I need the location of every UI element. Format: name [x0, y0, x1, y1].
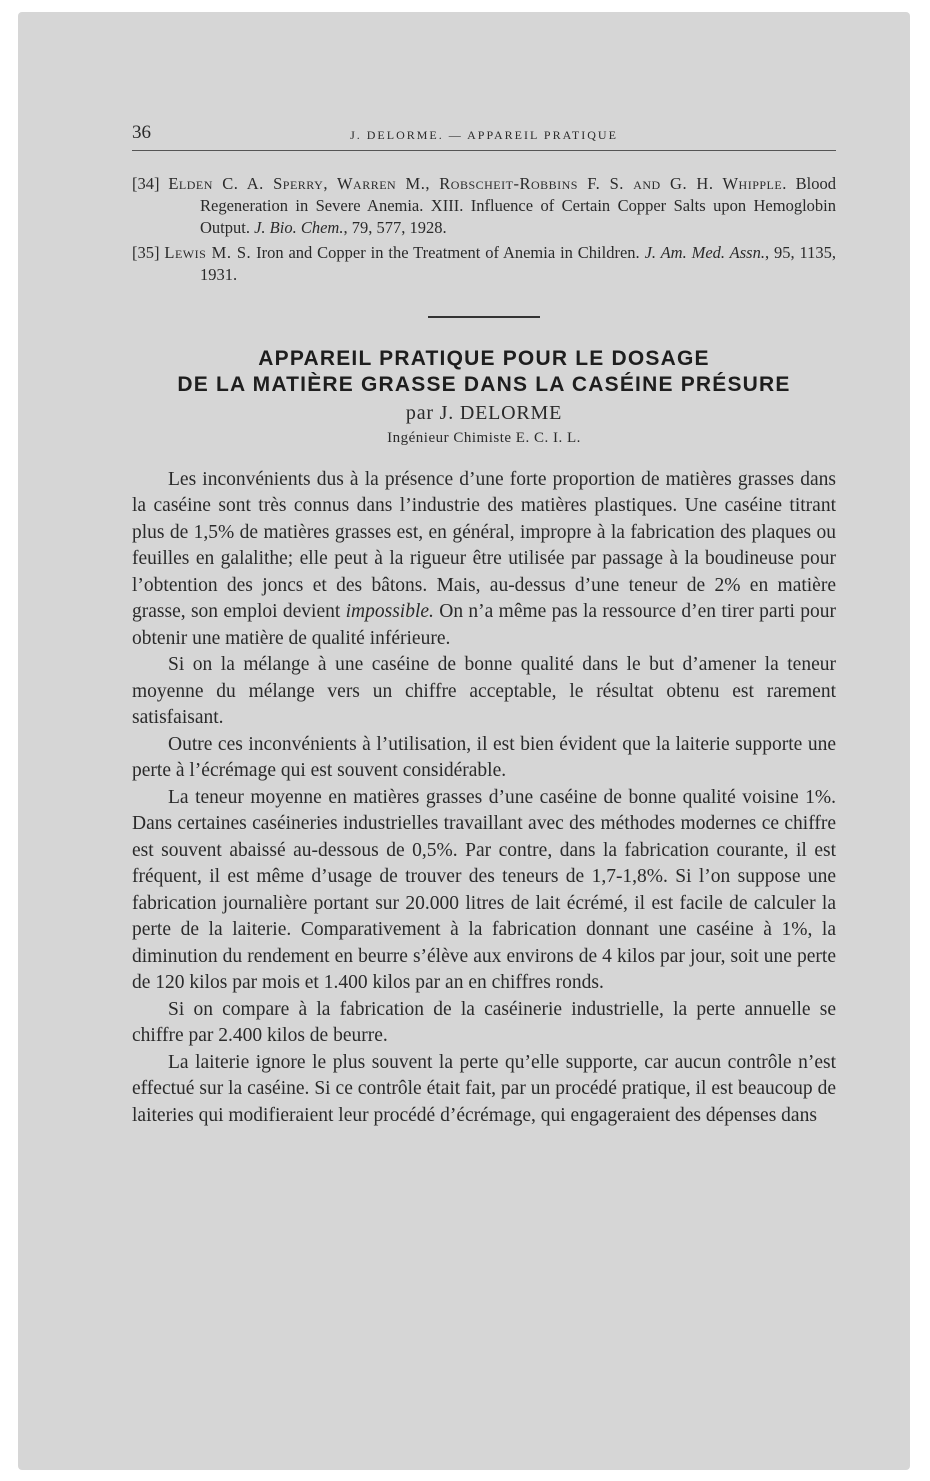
- article-title-line-1: APPAREIL PRATIQUE POUR LE DOSAGE: [258, 346, 710, 370]
- reference-title: Iron and Copper in the Treatment of Anemia in Children.: [251, 243, 645, 262]
- running-header: [132, 120, 836, 151]
- paragraph: La teneur moyenne en matières grasses d’une caséine de bonne qualité voisine 1%. Dans certaines caséineries industrielles travaillant avec des méthodes modernes ce chiffre est souvent abaissé au-dessous de 0,5%. Par contre, dans la fabrication courante, il est fréquent, il est même d’usage de trouver des teneurs de 1,7-1,8%. Si l’on suppose une fabrication journalière portant sur 20.000 litres de lait écrémé, il est facile de calculer la perte de la laiterie. Comparativement à la fabrication donnant une caséine à 1%, la diminution du rendement en beurre s’élève aux environs de 4 kilos par jour, soit une perte de 120 kilos par mois et 1.400 kilos par an en chiffres ronds.: [132, 786, 836, 993]
- article-title: [132, 346, 836, 398]
- paragraph: Outre ces inconvénients à l’utilisation, il est bien évident que la laiterie supporte une perte à l’écrémage qui est souvent considérable.: [132, 733, 836, 781]
- reference-details: , 79, 577, 1928.: [343, 218, 447, 237]
- reference-item: [132, 173, 836, 239]
- paragraph: Les inconvénients dus à la présence d’une forte proportion de matières grasses dans la caséine sont très connus dans l’industrie des matières plastiques. Une caséine titrant plus de 1,5% de matières grasses est, en général, impropre à la fabrication des plaques ou feuilles en galalithe; elle peut à la rigueur être utilisée par passage à la boudineuse pour l’obtention des joncs et des bâtons. Mais, au-dessus d’une teneur de 2% en matière grasse, son emploi devient impossible. On n’a même pas la ressource d’en tirer parti pour obtenir une matière de qualité inférieure.: [132, 468, 837, 649]
- reference-item: [132, 242, 836, 286]
- reference-authors: Elden C. A. Sperry, Warren M., Robscheit-Robbins F. S. and G. H. Whipple.: [168, 174, 787, 193]
- reference-number: [35]: [132, 243, 160, 262]
- paragraph: La laiterie ignore le plus souvent la perte qu’elle supporte, car aucun contrôle n’est effectué sur la caséine. Si ce contrôle était fait, par un procédé pratique, il est beaucoup de laiteries qui modifieraient leur procédé d’écrémage, qui engageraient des dépenses dans: [132, 1051, 836, 1126]
- reference-journal: J. Am. Med. Assn.: [644, 243, 765, 262]
- article-title-line-2: DE LA MATIÈRE GRASSE DANS LA CASÉINE PRÉSURE: [177, 372, 791, 396]
- reference-authors: Lewis M. S.: [164, 243, 252, 262]
- author-affiliation: Ingénieur Chimiste E. C. I. L.: [387, 429, 581, 446]
- reference-number: [34]: [132, 174, 160, 193]
- page-content: [132, 120, 836, 1129]
- paragraph: Si on compare à la fabrication de la caséinerie industrielle, la perte annuelle se chiffre par 2.400 kilos de beurre.: [132, 998, 836, 1046]
- references-list: [132, 173, 836, 286]
- reference-title: Blood Regeneration in Severe Anemia. XIII. Influence of Certain Copper Salts upon Hemoglobin Output.: [200, 174, 837, 237]
- reference-details: , 95, 1135, 1931.: [200, 243, 836, 284]
- emphasis: impossible.: [345, 601, 434, 622]
- page-number: 36: [132, 122, 151, 143]
- section-separator: [428, 316, 540, 318]
- paragraph: Si on la mélange à une caséine de bonne qualité dans le but d’amener la teneur moyenne du mélange vers un chiffre acceptable, le résultat obtenu est rarement satisfaisant.: [132, 654, 836, 728]
- running-title: J. DELORME. — APPAREIL PRATIQUE: [350, 128, 618, 142]
- reference-journal: J. Bio. Chem.: [254, 218, 344, 237]
- article-author: par J. DELORME: [405, 401, 563, 424]
- article-body: [132, 467, 836, 1130]
